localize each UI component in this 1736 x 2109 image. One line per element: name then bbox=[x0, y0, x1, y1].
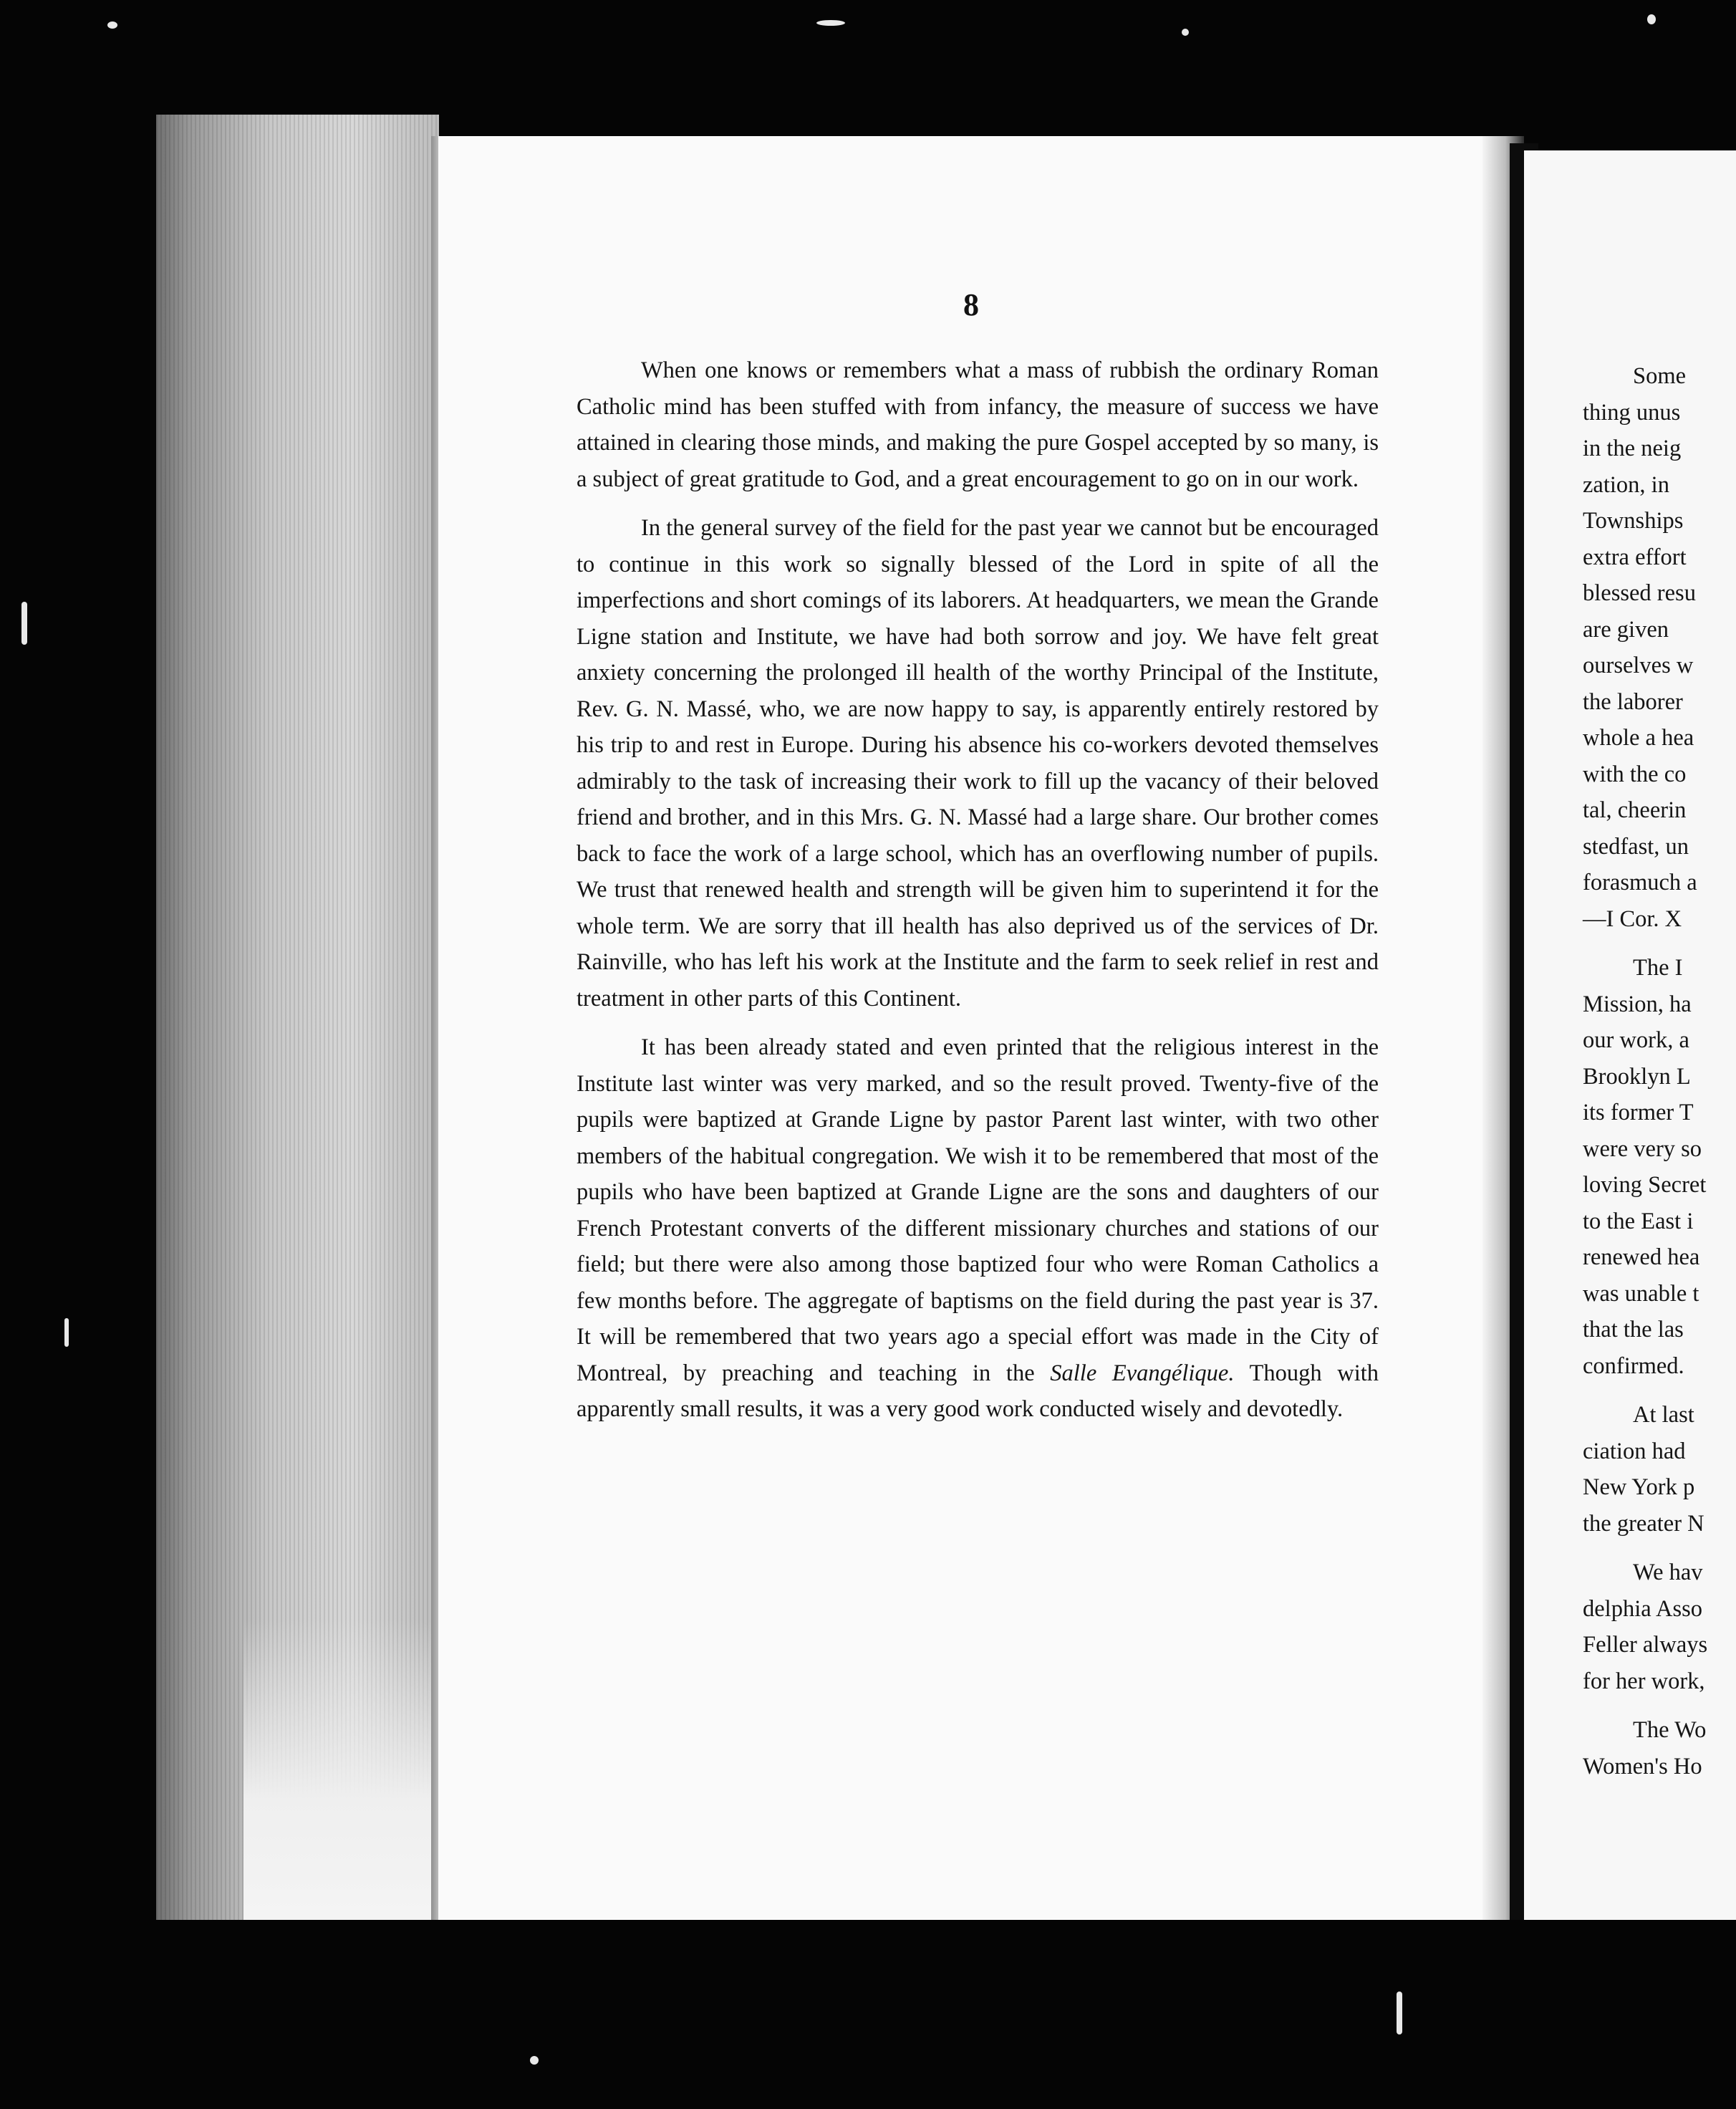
right-page-line: were very so bbox=[1583, 1135, 1702, 1162]
right-page-line: extra effort bbox=[1583, 544, 1687, 570]
right-page-line: Some bbox=[1633, 363, 1687, 389]
page-number: 8 bbox=[963, 287, 979, 322]
right-page-line: Townships bbox=[1583, 508, 1684, 534]
paragraph-3 bbox=[577, 1029, 1379, 1428]
right-page-line: Feller always bbox=[1583, 1632, 1708, 1658]
right-page-line: We hav bbox=[1633, 1560, 1703, 1585]
right-page-line: ourselves w bbox=[1583, 653, 1694, 678]
film-speck bbox=[816, 20, 845, 26]
paragraph-3-italic: Salle Evangélique. bbox=[1050, 1360, 1235, 1386]
right-page-line: confirmed. bbox=[1583, 1353, 1684, 1379]
right-page-line: stedfast, un bbox=[1583, 833, 1689, 860]
right-page-line: was unable t bbox=[1583, 1280, 1699, 1307]
right-page-line: The I bbox=[1633, 955, 1683, 981]
film-speck bbox=[1182, 29, 1189, 36]
page-edges-fade bbox=[243, 1619, 444, 1920]
right-page-line: renewed hea bbox=[1583, 1244, 1700, 1270]
right-page-line: loving Secret bbox=[1583, 1172, 1707, 1198]
right-page-line: thing unus bbox=[1583, 399, 1681, 426]
film-speck bbox=[1397, 1992, 1402, 2034]
paragraph-2: In the general survey of the field for the past year we cannot but be encouraged to continue in this work so signally blessed of the Lord in spite of all the imperfections and short comings of its laborers. At headquarters, we mean the Grande Ligne station and Institute, we have had both sorrow and joy. We have felt great anxiety concerning the prolonged ill health of the worthy Principal of the Institute, Rev. G. N. Massé, who, we are now happy to say, is apparently entirely restored by his trip to and rest in Europe. During his absence his co-workers devoted themselves admirably to the task of increasing their work to fill up the vacancy of their beloved friend and brother, and in this Mrs. G. N. Massé had a large share. Our brother comes back to face the work of a large school, which has an overflowing number of pupils. We trust that renewed health and strength will be given him to superintend it for the whole term. We are sorry that ill health has also deprived us of the services of Dr. Rainville, who has left his work at the Institute and the farm to seek relief in rest and treatment in other parts of this Continent. bbox=[577, 515, 1379, 1012]
right-page-line: for her work, bbox=[1583, 1668, 1705, 1694]
paragraph-1: When one knows or remembers what a mass of rubbish the ordinary Roman Catholic mind has been stuffed with from infancy, the measure of success we have attained in clearing those minds, and making the pure Gospel accepted by so many, is a subject of great gratitude to God, and a great encouragement to go on in our work. bbox=[577, 357, 1379, 492]
paragraph-3-end: Though with apparently small results, it was a very good work conducted wisely and devotedly. bbox=[577, 1360, 1379, 1422]
right-page-line: Brooklyn L bbox=[1583, 1063, 1691, 1090]
right-page-line: New York p bbox=[1583, 1474, 1695, 1500]
right-page-line: blessed resu bbox=[1583, 580, 1696, 606]
right-page-line: are given bbox=[1583, 616, 1669, 643]
right-page-line: our work, a bbox=[1583, 1027, 1689, 1053]
right-page-line: The Wo bbox=[1633, 1717, 1707, 1743]
film-speck bbox=[1647, 14, 1656, 24]
right-page-line: whole a hea bbox=[1583, 725, 1694, 751]
right-page-line: tal, cheerin bbox=[1583, 797, 1687, 823]
right-page-line: the greater N bbox=[1583, 1510, 1704, 1537]
right-page-line: in the neig bbox=[1583, 436, 1682, 461]
right-page-text bbox=[1583, 358, 1736, 1784]
film-speck bbox=[107, 21, 117, 29]
right-page-line: zation, in bbox=[1583, 471, 1669, 498]
right-page-line: the laborer bbox=[1583, 688, 1683, 715]
right-page-line: with the co bbox=[1583, 761, 1687, 787]
right-page-line: to the East i bbox=[1583, 1208, 1694, 1234]
right-page-line: Mission, ha bbox=[1583, 991, 1692, 1017]
right-page-line: forasmuch a bbox=[1583, 870, 1697, 895]
right-page-line: ciation had bbox=[1583, 1438, 1686, 1464]
page-text bbox=[577, 352, 1379, 1428]
film-speck bbox=[21, 602, 27, 645]
right-page-line: delphia Asso bbox=[1583, 1595, 1703, 1622]
right-page-line: —I Cor. X bbox=[1583, 905, 1682, 932]
right-page-line: that the las bbox=[1583, 1317, 1684, 1342]
film-speck bbox=[530, 2056, 539, 2065]
film-speck bbox=[64, 1318, 69, 1347]
right-page-line: Women's Ho bbox=[1583, 1753, 1702, 1779]
right-page-line: its former T bbox=[1583, 1100, 1694, 1125]
paragraph-3-text: It has been already stated and even printed that the religious interest in the Institute last winter was very marked, and so the result proved. Twenty-five of the pupils were baptized at Grande Ligne by pastor Parent last winter, with two other members of the habitual congregation. We wish it to be remembered that most of the pupils who have been baptized at Grande Ligne are the sons and daughters of our French Protestant converts of the different missionary churches and stations of our field; but there were also among those baptized four who were Roman Catholics a few months before. The aggregate of baptisms on the field during the past year is 37. It will be remembered that two years ago a special effort was made in the City of Montreal, by preaching and teaching in the bbox=[577, 1034, 1379, 1386]
right-page-line: At last bbox=[1633, 1402, 1694, 1428]
